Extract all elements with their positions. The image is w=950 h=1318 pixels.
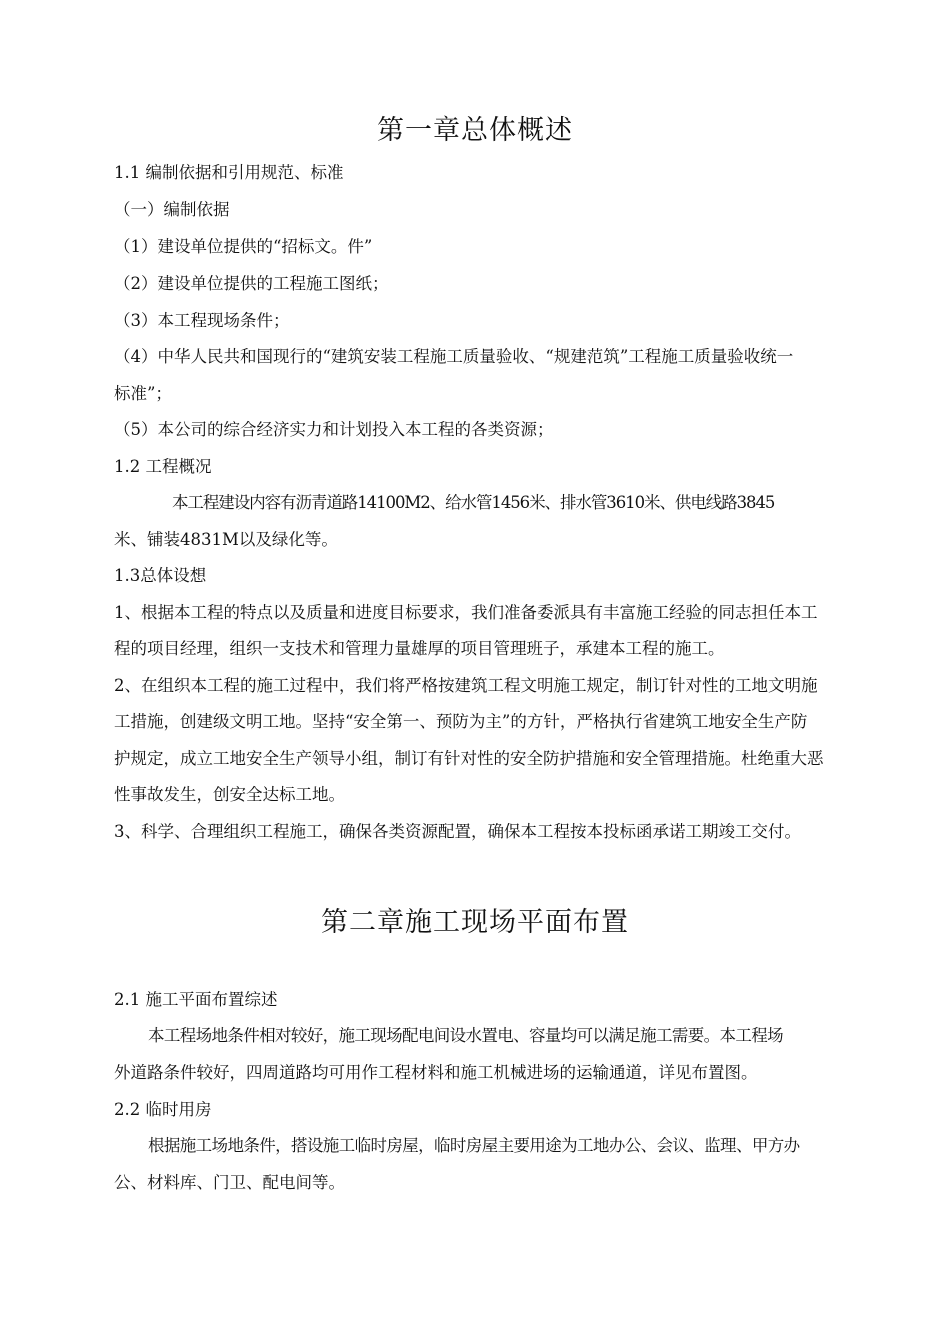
- basis-item-2: （2）建设单位提供的工程施工图纸；: [114, 274, 389, 293]
- section-2-1-heading: 2.1 施工平面布置综述: [114, 990, 278, 1009]
- temp-housing-line-1: 根据施工场地条件，搭设施工临时房屋，临时房屋主要用途为工地办公、会议、监理、甲方办: [148, 1136, 800, 1155]
- plan-paragraph-2-line-3: 护规定，成立工地安全生产领导小组，制订有针对性的安全防护措施和安全管理措施。杜绝重大恶: [114, 749, 824, 768]
- plan-paragraph-2-line-4: 性事故发生，创安全达标工地。: [114, 785, 345, 804]
- section-1-1-heading: 1.1 编制依据和引用规范、标准: [114, 163, 344, 182]
- plan-paragraph-2-line-2: 工措施，创建级文明工地。坚持“安全第一、预防为主”的方针，严格执行省建筑工地安全生产防: [114, 712, 808, 731]
- plan-paragraph-1-line-2: 程的项目经理，组织一支技术和管理力量雄厚的项目管理班子，承建本工程的施工。: [114, 639, 725, 658]
- layout-summary-line-1: 本工程场地条件相对较好，施工现场配电间设水置电、容量均可以满足施工需要。本工程场: [148, 1026, 783, 1045]
- overview-line-2: 米、铺装4831M以及绿化等。: [114, 530, 338, 549]
- basis-item-3: （3）本工程现场条件；: [114, 311, 290, 330]
- section-1-3-heading: 1.3总体设想: [114, 566, 207, 585]
- plan-paragraph-1-line-1: 1、根据本工程的特点以及质量和进度目标要求，我们准备委派具有丰富施工经验的同志担任本工: [114, 603, 818, 622]
- temp-housing-line-2: 公、材料库、门卫、配电间等。: [114, 1173, 345, 1192]
- subsection-basis-heading: （一）编制依据: [114, 200, 230, 219]
- section-1-2-heading: 1.2 工程概况: [114, 457, 212, 476]
- chapter2-title: 第二章施工现场平面布置: [321, 907, 629, 938]
- overview-line-1: 本工程建设内容有沥青道路14100M2、给水管1456米、排水管3610米、供电线路3845: [172, 493, 775, 512]
- basis-item-1: （1）建设单位提供的“招标文。件”: [114, 237, 373, 256]
- plan-paragraph-2-line-1: 2、在组织本工程的施工过程中，我们将严格按建筑工程文明施工规定，制订针对性的工地文明施: [114, 676, 818, 695]
- basis-item-4: （4）中华人民共和国现行的“建筑安装工程施工质量验收、“规建范筑”工程施工质量验收统一: [114, 347, 794, 366]
- basis-item-4-cont: 标准”；: [114, 384, 172, 403]
- layout-summary-line-2: 外道路条件较好，四周道路均可用作工程材料和施工机械进场的运输通道，详见布置图。: [114, 1063, 758, 1082]
- section-2-2-heading: 2.2 临时用房: [114, 1100, 212, 1119]
- chapter1-title: 第一章总体概述: [377, 115, 573, 146]
- plan-paragraph-3: 3、科学、合理组织工程施工，确保各类资源配置，确保本工程按本投标函承诺工期竣工交付。: [114, 822, 801, 841]
- basis-item-5: （5）本公司的综合经济实力和计划投入本工程的各类资源；: [114, 420, 554, 439]
